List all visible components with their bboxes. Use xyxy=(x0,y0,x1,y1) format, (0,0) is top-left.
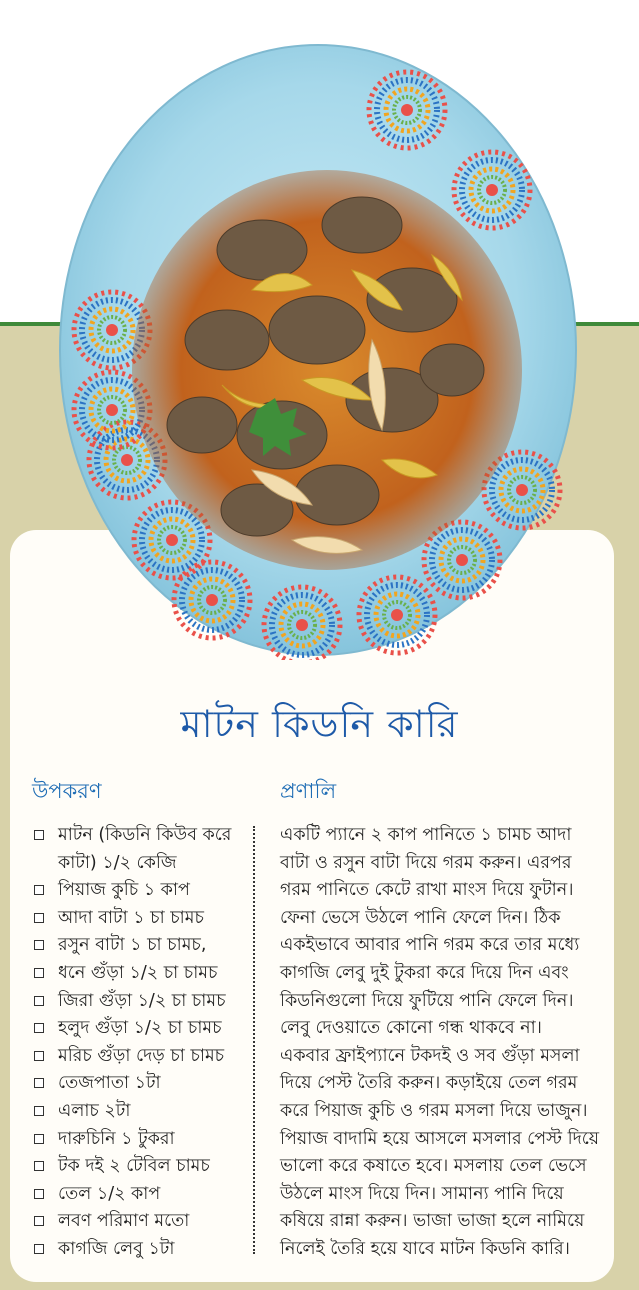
ingredient-text: টক দই ২ টেবিল চামচ xyxy=(58,1156,210,1177)
column-divider xyxy=(253,826,255,1254)
curry-plate-illustration xyxy=(52,40,584,660)
checkbox-icon xyxy=(34,1216,44,1226)
method-line: কাগজি লেবু দুই টুকরা করে দিয়ে দিন এবং xyxy=(280,962,569,983)
method-line: কষিয়ে রান্না করুন। ভাজা ভাজা হলে নামিয়ে xyxy=(280,1211,585,1232)
ingredient-item xyxy=(32,988,247,1016)
method-line: ভালো করে কষাতে হবে। মসলায় তেল ভেসে xyxy=(280,1156,587,1177)
method-line: লেবু দেওয়াতে কোনো গন্ধ থাকবে না। xyxy=(280,1018,542,1039)
ingredient-text: এলাচ ২টা xyxy=(58,1100,131,1121)
ingredient-item xyxy=(32,822,247,877)
checkbox-icon xyxy=(34,1134,44,1144)
ingredients-list xyxy=(32,822,247,1264)
checkbox-icon xyxy=(34,1051,44,1061)
ingredient-text: পিয়াজ কুচি ১ কাপ xyxy=(58,880,190,901)
ingredient-text: দারুচিনি ১ টুকরা xyxy=(58,1128,175,1149)
ingredient-text: তেল ১/২ কাপ xyxy=(58,1183,161,1204)
ingredient-item xyxy=(32,1181,247,1209)
ingredient-item xyxy=(32,1153,247,1181)
checkbox-icon xyxy=(34,940,44,950)
ingredient-item xyxy=(32,1098,247,1126)
method-heading: প্রণালি xyxy=(280,779,337,803)
checkbox-icon xyxy=(34,996,44,1006)
method-line: একবার ফ্রাইপ্যানে টকদই ও সব গুঁড়া মসলা xyxy=(280,1045,580,1066)
ingredient-text: আদা বাটা ১ চা চামচ xyxy=(58,907,204,928)
food-photo xyxy=(52,40,584,660)
ingredient-text: মাটন (কিডনি কিউব করে কাটা) ১/২ কেজি xyxy=(58,825,232,873)
checkbox-icon xyxy=(34,830,44,840)
method-line: দিয়ে পেস্ট তৈরি করুন। কড়াইয়ে তেল গরম xyxy=(280,1073,578,1094)
ingredient-item xyxy=(32,960,247,988)
ingredient-item xyxy=(32,1126,247,1154)
ingredient-item xyxy=(32,1236,247,1264)
method-line: উঠলে মাংস দিয়ে দিন। সামান্য পানি দিয়ে xyxy=(280,1183,564,1204)
checkbox-icon xyxy=(34,1023,44,1033)
ingredient-text: লবণ পরিমাণ মতো xyxy=(58,1211,190,1232)
ingredients-heading: উপকরণ xyxy=(32,779,102,803)
method-line: নিলেই তৈরি হয়ে যাবে মাটন কিডনি কারি। xyxy=(280,1238,570,1259)
checkbox-icon xyxy=(34,885,44,895)
checkbox-icon xyxy=(34,913,44,923)
ingredient-item xyxy=(32,877,247,905)
checkbox-icon xyxy=(34,1189,44,1199)
ingredient-item xyxy=(32,1015,247,1043)
ingredient-text: কাগজি লেবু ১টা xyxy=(58,1238,175,1259)
method-line: একইভাবে আবার পানি গরম করে তার মধ্যে xyxy=(280,935,580,956)
method-line: গরম পানিতে কেটে রাখা মাংস দিয়ে ফুটান। xyxy=(280,880,574,901)
checkbox-icon xyxy=(34,1244,44,1254)
ingredient-text: মরিচ গুঁড়া দেড় চা চামচ xyxy=(58,1045,225,1066)
checkbox-icon xyxy=(34,1161,44,1171)
method-line: পিয়াজ বাদামি হয়ে আসলে মসলার পেস্ট দিয়ে xyxy=(280,1128,600,1149)
ingredient-item xyxy=(32,1208,247,1236)
ingredient-item xyxy=(32,1043,247,1071)
checkbox-icon xyxy=(34,968,44,978)
method-line: কিডনিগুলো দিয়ে ফুটিয়ে পানি ফেলে দিন। xyxy=(280,990,574,1011)
checkbox-icon xyxy=(34,1106,44,1116)
ingredient-item xyxy=(32,1070,247,1098)
ingredient-text: ধনে গুঁড়া ১/২ চা চামচ xyxy=(58,962,218,983)
method-line: করে পিয়াজ কুচি ও গরম মসলা দিয়ে ভাজুন। xyxy=(280,1100,588,1121)
recipe-title: মাটন কিডনি কারি xyxy=(180,702,459,746)
method-line: একটি প্যানে ২ কাপ পানিতে ১ চামচ আদা xyxy=(280,825,572,845)
ingredient-text: তেজপাতা ১টা xyxy=(58,1073,161,1094)
checkbox-icon xyxy=(34,1078,44,1088)
ingredient-text: জিরা গুঁড়া ১/২ চা চামচ xyxy=(58,990,226,1011)
method-text xyxy=(280,822,602,1264)
ingredient-item xyxy=(32,932,247,960)
ingredient-item xyxy=(32,905,247,933)
method-line: ফেনা ভেসে উঠলে পানি ফেলে দিন। ঠিক xyxy=(280,907,561,928)
method-line: বাটা ও রসুন বাটা দিয়ে গরম করুন। এরপর xyxy=(280,852,572,873)
ingredient-text: রসুন বাটা ১ চা চামচ, xyxy=(58,935,207,956)
ingredient-text: হলুদ গুঁড়া ১/২ চা চামচ xyxy=(58,1018,222,1039)
